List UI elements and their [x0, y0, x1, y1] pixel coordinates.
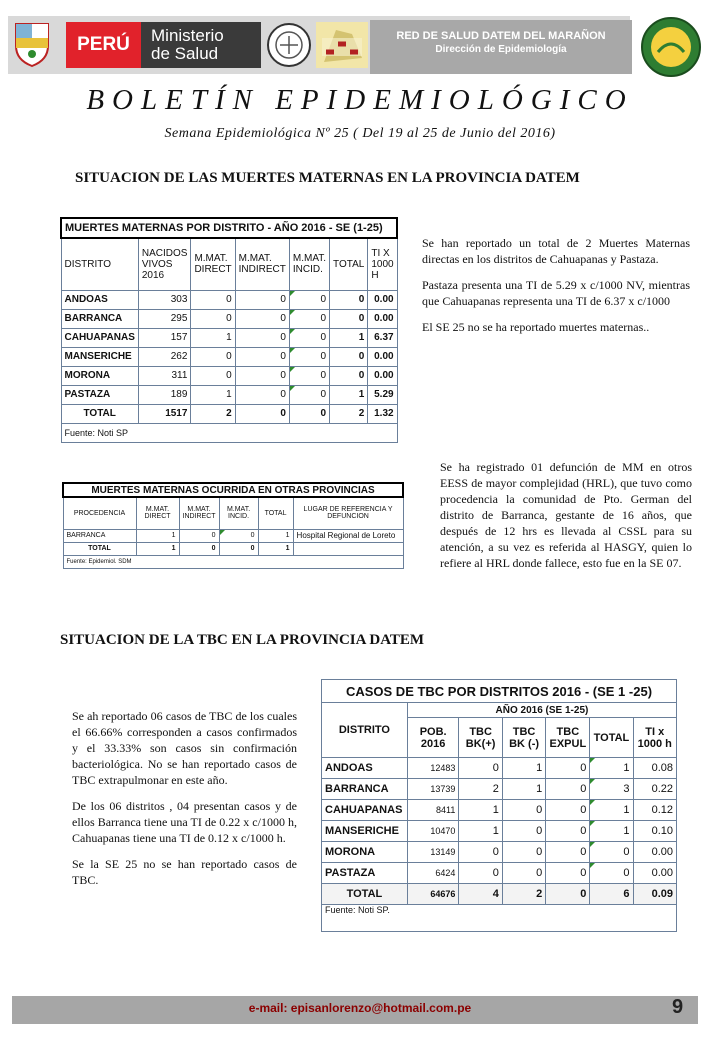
cell: 0 [289, 309, 329, 328]
table-row [322, 842, 677, 863]
cell: 2 [502, 884, 545, 905]
cell: 189 [138, 385, 191, 404]
cell: 0 [235, 347, 289, 366]
cell: PASTAZA [61, 385, 138, 404]
cell: 0 [546, 779, 590, 800]
cell: 1 [459, 821, 502, 842]
cell: 0 [330, 290, 368, 309]
cell: 13149 [407, 842, 459, 863]
cell: 1 [330, 328, 368, 347]
cell: 0 [502, 800, 545, 821]
cell: 1 [459, 800, 502, 821]
cell: 0 [459, 758, 502, 779]
col-header: DISTRITO [322, 703, 408, 758]
bulletin-title: BOLETÍN EPIDEMIOLÓGICO [86, 84, 634, 116]
cell: TOTAL [61, 404, 138, 423]
cell: 0 [289, 328, 329, 347]
cell: 0.10 [633, 821, 677, 842]
cell: 0.00 [633, 863, 677, 884]
cell: 0 [179, 529, 219, 542]
table-row [63, 529, 403, 542]
col-header: POB. 2016 [407, 718, 459, 758]
col-header: M.MAT. INCID. [289, 238, 329, 290]
cell: 1 [502, 758, 545, 779]
cell: 0 [235, 404, 289, 423]
col-header: TI X 1000 H [368, 238, 397, 290]
cell: 12483 [407, 758, 459, 779]
cell: 0.00 [368, 366, 397, 385]
cell: 0 [502, 863, 545, 884]
cell: 0 [219, 542, 258, 555]
cell: 0 [191, 347, 235, 366]
cell: 0.00 [633, 842, 677, 863]
table-row [61, 309, 397, 328]
tbc-table-subcaption: AÑO 2016 (SE 1-25) [407, 703, 676, 718]
cell: 0 [289, 385, 329, 404]
cell: 0 [219, 529, 258, 542]
col-header: TOTAL [258, 497, 293, 529]
cell: 0 [546, 821, 590, 842]
bulletin-subtitle: Semana Epidemiológica Nº 25 ( Del 19 al 25 de Junio del 2016) [164, 126, 556, 141]
maternal-deaths-table-caption: MUERTES MATERNAS POR DISTRITO - AÑO 2016 - SE (1-25) [61, 218, 397, 238]
ministerio-logo [141, 22, 261, 68]
cell: 1 [590, 821, 633, 842]
other-provinces-text [440, 459, 692, 581]
total-row [322, 884, 677, 905]
cell [293, 542, 403, 555]
cell: 0 [330, 347, 368, 366]
table-row [322, 779, 677, 800]
cell: 4 [459, 884, 502, 905]
cell: 1 [191, 385, 235, 404]
cell: 0 [546, 863, 590, 884]
total-row [61, 404, 397, 423]
cell: PASTAZA [322, 863, 408, 884]
other-provinces-caption: MUERTES MATERNAS OCURRIDA EN OTRAS PROVINCIAS [63, 483, 403, 497]
cell: 0 [546, 758, 590, 779]
col-header: LUGAR DE REFERENCIA Y DEFUNCION [293, 497, 403, 529]
cell: 6 [590, 884, 633, 905]
cell: 0 [235, 290, 289, 309]
dge-logo-icon [316, 22, 368, 68]
cell: 0.09 [633, 884, 677, 905]
cell: 157 [138, 328, 191, 347]
cell: 1 [590, 800, 633, 821]
cell: 0 [330, 366, 368, 385]
table-source: Fuente: Epidemiol. SDM [63, 555, 403, 568]
cell: 303 [138, 290, 191, 309]
cell: BARRANCA [61, 309, 138, 328]
cell: 0 [546, 884, 590, 905]
cell: 1517 [138, 404, 191, 423]
cell: Hospital Regional de Loreto [293, 529, 403, 542]
maternal-deaths-heading: SITUACION DE LAS MUERTES MATERNAS EN LA PROVINCIA DATEM [75, 170, 580, 186]
table-row [322, 800, 677, 821]
cell: 1.32 [368, 404, 397, 423]
red-datem-seal-icon [640, 16, 702, 78]
cell: 0 [546, 842, 590, 863]
ministerio-line1: Ministerio [151, 26, 224, 45]
table-row [61, 328, 397, 347]
cell: MANSERICHE [61, 347, 138, 366]
cell: 6.37 [368, 328, 397, 347]
cell: 0 [546, 800, 590, 821]
cell: 1 [258, 542, 293, 555]
cell: 0 [459, 842, 502, 863]
cell: 0 [235, 309, 289, 328]
cell: 8411 [407, 800, 459, 821]
cell: 0 [459, 863, 502, 884]
cell: 6424 [407, 863, 459, 884]
cell: TOTAL [63, 542, 136, 555]
cell: 3 [590, 779, 633, 800]
cell: 0.00 [368, 290, 397, 309]
contact-email[interactable]: e-mail: episanlorenzo@hotmail.com.pe [248, 1001, 472, 1015]
page-number: 9 [672, 996, 684, 1018]
col-header: TI x 1000 h [633, 718, 677, 758]
table-row [61, 347, 397, 366]
table-row [322, 863, 677, 884]
cell: 5.29 [368, 385, 397, 404]
tbc-table [321, 679, 677, 932]
table-row [322, 758, 677, 779]
cell: 0.22 [633, 779, 677, 800]
cell: CAHUAPANAS [61, 328, 138, 347]
cell: 0 [179, 542, 219, 555]
cell: 10470 [407, 821, 459, 842]
cell: 64676 [407, 884, 459, 905]
table-source: Fuente: Noti SP [61, 423, 397, 442]
cell: 1 [258, 529, 293, 542]
col-header: TBC EXPUL [546, 718, 590, 758]
cell: 1 [136, 542, 179, 555]
col-header: TBC BK(+) [459, 718, 502, 758]
maternal-deaths-text [422, 235, 690, 345]
cell: 1 [330, 385, 368, 404]
cell: 1 [136, 529, 179, 542]
cell: 0 [235, 328, 289, 347]
cell: 2 [459, 779, 502, 800]
cell: 13739 [407, 779, 459, 800]
col-header: M.MAT. INCID. [219, 497, 258, 529]
cell: 0 [590, 863, 633, 884]
cell: 0 [235, 385, 289, 404]
col-header: M.MAT. INDIRECT [179, 497, 219, 529]
coat-of-arms-icon [12, 20, 52, 68]
cell: 0 [502, 821, 545, 842]
table-source: Fuente: Noti SP. [322, 905, 677, 932]
table-row [61, 290, 397, 309]
cell: 295 [138, 309, 191, 328]
col-header: TOTAL [590, 718, 633, 758]
cell: 0 [590, 842, 633, 863]
table-row [61, 366, 397, 385]
col-header: TOTAL [330, 238, 368, 290]
red-salud-subtitle: Dirección de Epidemiología [435, 44, 567, 55]
table-row [61, 385, 397, 404]
cell: 0 [289, 404, 329, 423]
cell: 0 [191, 290, 235, 309]
paragraph: Se ha registrado 01 defunción de MM en otros EESS de mayor complejidad (HRL), que tuvo como procedencia la comunidad de Pto. German del distrito de Barranca, gestante de 16 años, que después de 12 hrs es llevada al CSSL para su atención, a su vez es referida al HASGY, quien lo refiere al HRL donde fallece, esto fue en la SE 07. [440, 460, 692, 570]
col-header: M.MAT. INDIRECT [235, 238, 289, 290]
cell: TOTAL [322, 884, 408, 905]
cell: CAHUAPANAS [322, 800, 408, 821]
cell: 0.00 [368, 309, 397, 328]
cell: 262 [138, 347, 191, 366]
paragraph: Se han reportado un total de 2 Muertes Maternas directas en los distritos de Cahuapanas y Pastaza. [422, 236, 690, 266]
red-salud-title: RED DE SALUD DATEM DEL MARAÑON [396, 30, 606, 42]
cell: 0 [502, 842, 545, 863]
cell: 2 [330, 404, 368, 423]
cell: 1 [590, 758, 633, 779]
other-provinces-table [62, 482, 404, 569]
cell: 0 [235, 366, 289, 385]
paragraph: Se la SE 25 no se han reportado casos de TBC. [72, 857, 297, 887]
cell: ANDOAS [322, 758, 408, 779]
paragraph: El SE 25 no se ha reportado muertes maternas.. [422, 320, 650, 334]
cell: 0 [191, 309, 235, 328]
col-header: NACIDOS VIVOS 2016 [138, 238, 191, 290]
cell: 311 [138, 366, 191, 385]
tbc-text [72, 708, 297, 898]
cell: 0 [191, 366, 235, 385]
paragraph: Se ah reportado 06 casos de TBC de los cuales el 66.66% corresponden a casos confirmados y el 33.33% son casos sin confirmación bacteriológica. No se han reportado casos de TBC extrapulmonar en este año. [72, 709, 297, 787]
peru-logo: PERÚ [66, 22, 141, 68]
total-row [63, 542, 403, 555]
tbc-table-caption: CASOS DE TBC POR DISTRITOS 2016 - (SE 1 -25) [322, 680, 677, 703]
paragraph: Pastaza presenta una TI de 5.29 x c/1000 NV, mientras que Cahuapanas representa una TI de 6.37 x c/1000 [422, 278, 690, 308]
cell: BARRANCA [322, 779, 408, 800]
cell: MORONA [322, 842, 408, 863]
cell: 0 [289, 366, 329, 385]
col-header: M.MAT. DIRECT [136, 497, 179, 529]
cell: 1 [502, 779, 545, 800]
ministerio-line2: de Salud [151, 44, 219, 63]
cell: 0 [330, 309, 368, 328]
cell: BARRANCA [63, 529, 136, 542]
cell: MORONA [61, 366, 138, 385]
cell: ANDOAS [61, 290, 138, 309]
table-row [322, 821, 677, 842]
cell: 2 [191, 404, 235, 423]
cell: 0.12 [633, 800, 677, 821]
col-header: DISTRITO [61, 238, 138, 290]
tbc-heading: SITUACION DE LA TBC EN LA PROVINCIA DATEM [60, 632, 425, 648]
cell: 1 [191, 328, 235, 347]
cell: 0 [289, 347, 329, 366]
cell: 0.08 [633, 758, 677, 779]
col-header: PROCEDENCIA [63, 497, 136, 529]
col-header: M.MAT. DIRECT [191, 238, 235, 290]
maternal-deaths-table [60, 217, 398, 443]
cell: MANSERICHE [322, 821, 408, 842]
cell: 0.00 [368, 347, 397, 366]
red-salud-box [370, 20, 632, 74]
paragraph: De los 06 distritos , 04 presentan casos y de ellos Barranca tiene una TI de 0.22 x c/1000 h, Cahuapanas tiene una TI de 0.12 x c/1000 h. [72, 799, 297, 845]
col-header: TBC BK (-) [502, 718, 545, 758]
epidemiology-seal-icon [266, 22, 312, 68]
cell: 0 [289, 290, 329, 309]
